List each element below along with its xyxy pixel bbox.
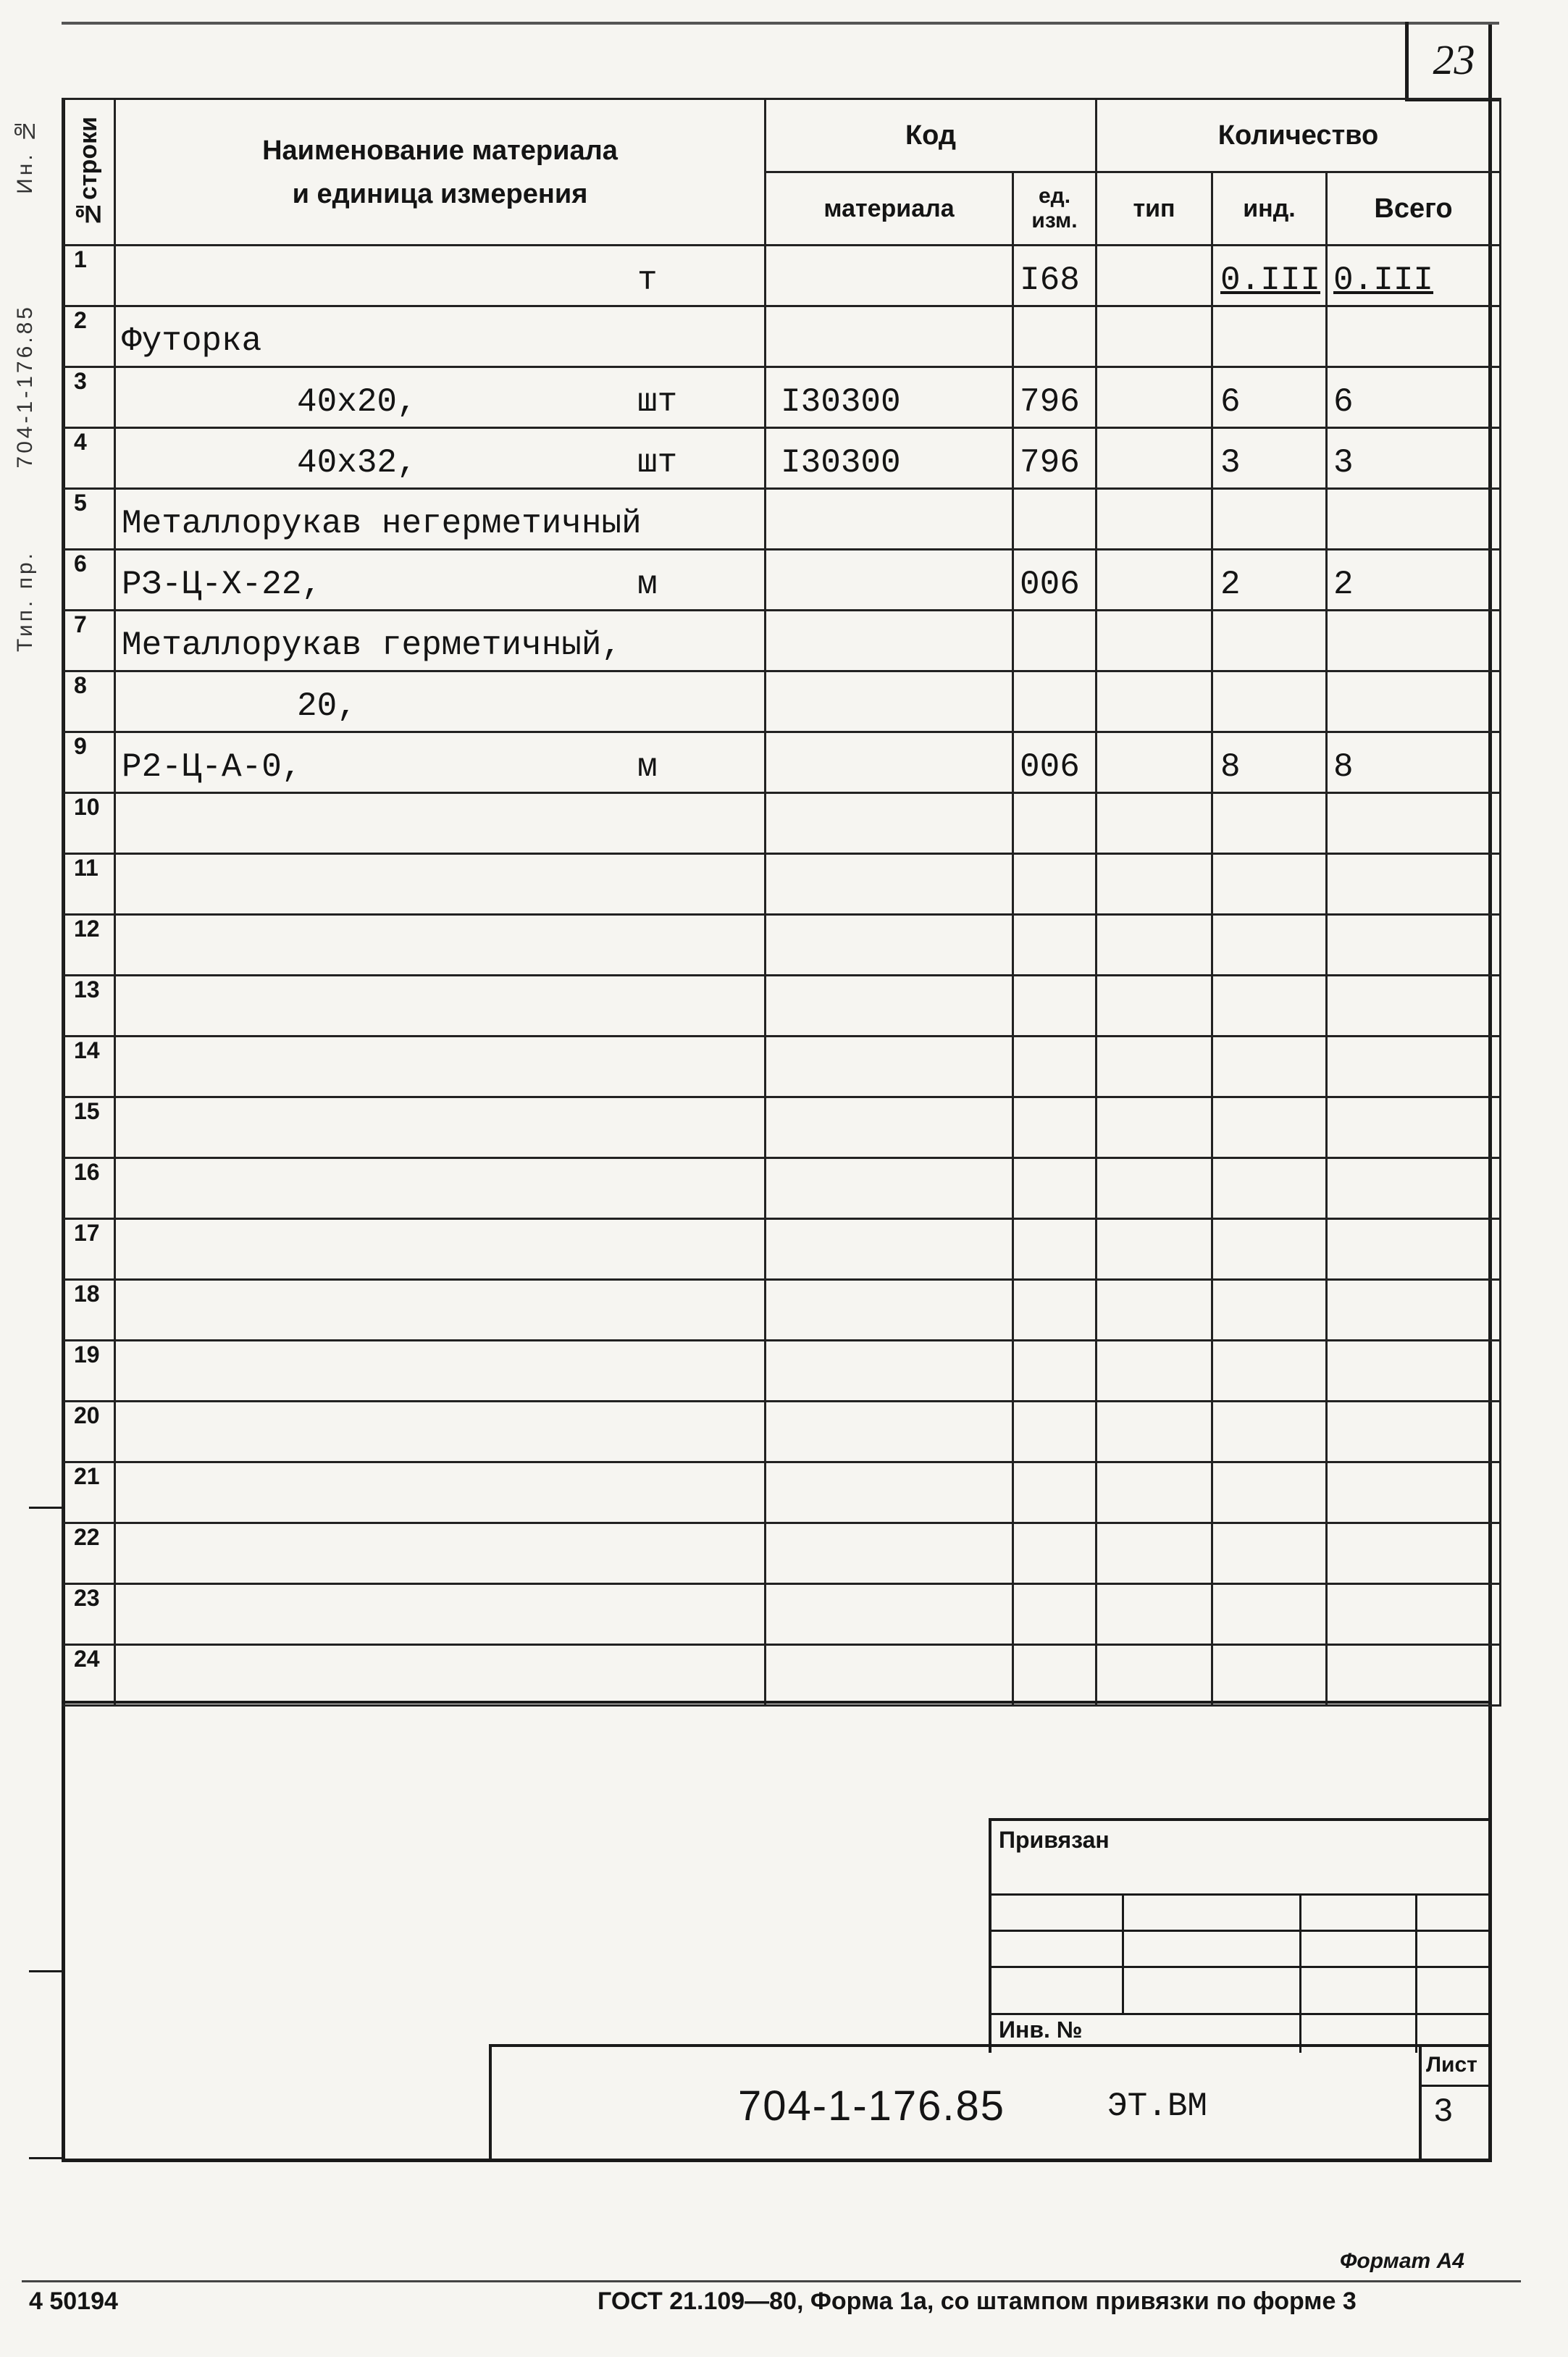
unit-code-cell <box>1013 854 1097 915</box>
row-number: 20 <box>63 1402 115 1462</box>
qty-type-cell <box>1097 611 1212 671</box>
unit-code-cell <box>1013 915 1097 976</box>
qty-ind-cell <box>1212 854 1327 915</box>
qty-type-cell <box>1097 732 1212 793</box>
table-bottom-line <box>62 1701 1488 1704</box>
table-row <box>63 246 1501 306</box>
material-code-cell <box>766 1523 1013 1584</box>
header-unit-code: ед. изм. <box>1013 172 1097 246</box>
table-row <box>63 306 1501 367</box>
material-name-cell <box>115 1219 766 1280</box>
material-unit: м <box>637 566 658 603</box>
qty-total-cell <box>1327 1462 1501 1523</box>
qty-ind-cell <box>1212 1402 1327 1462</box>
qty-ind-cell <box>1212 1645 1327 1706</box>
material-code-cell <box>766 1462 1013 1523</box>
row-number: 21 <box>63 1462 115 1523</box>
row-number: 13 <box>63 976 115 1037</box>
unit-code: 796 <box>1020 383 1080 421</box>
row-number: 5 <box>63 489 115 550</box>
qty-total-cell <box>1327 1584 1501 1645</box>
qty-type-cell <box>1097 1158 1212 1219</box>
row-number: 1 <box>63 246 115 306</box>
qty-type-cell <box>1097 428 1212 489</box>
material-name-cell <box>115 1280 766 1341</box>
table-row <box>63 1158 1501 1219</box>
unit-code-cell <box>1013 1158 1097 1219</box>
qty-total: 8 <box>1333 748 1354 786</box>
qty-total: 3 <box>1333 444 1354 482</box>
bound-stamp <box>989 1818 1491 2053</box>
qty-ind: 8 <box>1220 748 1241 786</box>
unit-code-cell <box>1013 1341 1097 1402</box>
row-number: 22 <box>63 1523 115 1584</box>
material-name: 40x20, <box>297 383 417 421</box>
qty-total-cell <box>1327 1402 1501 1462</box>
material-name: Металлорукав негерметичный <box>122 505 642 543</box>
row-number: 10 <box>63 793 115 854</box>
qty-total-cell <box>1327 367 1501 428</box>
table-row <box>63 611 1501 671</box>
qty-total: 0.III <box>1333 261 1434 299</box>
material-code-cell <box>766 489 1013 550</box>
unit-code-cell <box>1013 306 1097 367</box>
table-row <box>63 1219 1501 1280</box>
material-code-cell <box>766 1341 1013 1402</box>
row-number: 6 <box>63 550 115 611</box>
row-number: 11 <box>63 854 115 915</box>
row-number: 23 <box>63 1584 115 1645</box>
unit-code-cell <box>1013 1097 1097 1158</box>
material-code-cell <box>766 1037 1013 1097</box>
qty-ind-cell <box>1212 489 1327 550</box>
qty-total-cell <box>1327 793 1501 854</box>
material-code-cell <box>766 1158 1013 1219</box>
qty-ind-cell <box>1212 732 1327 793</box>
qty-total-cell <box>1327 306 1501 367</box>
material-name: РЗ-Ц-Х-22, <box>122 566 322 603</box>
material-name-cell <box>115 550 766 611</box>
row-number: 8 <box>63 671 115 732</box>
qty-type-cell <box>1097 976 1212 1037</box>
format-label: Формат А4 <box>1340 2249 1464 2273</box>
material-code-cell <box>766 1280 1013 1341</box>
table-row <box>63 1462 1501 1523</box>
material-code-cell <box>766 367 1013 428</box>
footer-gost: ГОСТ 21.109—80, Форма 1а, со штампом привязки по форме 3 <box>598 2287 1357 2315</box>
row-number: 16 <box>63 1158 115 1219</box>
qty-type-cell <box>1097 1584 1212 1645</box>
material-name-cell <box>115 671 766 732</box>
table-row <box>63 976 1501 1037</box>
side-text-top: Ин. № <box>13 116 37 194</box>
qty-ind-cell <box>1212 1037 1327 1097</box>
side-text-bot: Тип. пр. <box>13 550 37 652</box>
unit-code-cell <box>1013 1645 1097 1706</box>
material-name-cell <box>115 1341 766 1402</box>
qty-ind-cell <box>1212 1097 1327 1158</box>
row-number: 19 <box>63 1341 115 1402</box>
sheet-value: 3 <box>1433 2093 1454 2131</box>
qty-total-cell <box>1327 1523 1501 1584</box>
table-row <box>63 428 1501 489</box>
material-code-cell <box>766 915 1013 976</box>
unit-code-cell <box>1013 1584 1097 1645</box>
qty-total-cell <box>1327 550 1501 611</box>
material-name-cell <box>115 1584 766 1645</box>
qty-total: 2 <box>1333 566 1354 603</box>
table-row <box>63 915 1501 976</box>
unit-code-cell <box>1013 246 1097 306</box>
material-code-cell <box>766 246 1013 306</box>
row-number: 17 <box>63 1219 115 1280</box>
material-unit: шт <box>637 383 678 421</box>
row-number: 14 <box>63 1037 115 1097</box>
row-number: 24 <box>63 1645 115 1706</box>
table-row <box>63 1280 1501 1341</box>
left-tick-3 <box>29 2157 65 2159</box>
material-name-cell <box>115 306 766 367</box>
unit-code-cell <box>1013 793 1097 854</box>
left-tick-1 <box>29 1507 65 1509</box>
material-name-cell <box>115 1097 766 1158</box>
unit-code: 796 <box>1020 444 1080 482</box>
material-name-cell <box>115 428 766 489</box>
footer-rule <box>22 2280 1521 2282</box>
qty-type-cell <box>1097 1097 1212 1158</box>
qty-type-cell <box>1097 550 1212 611</box>
material-name-cell <box>115 732 766 793</box>
header-qty-ind: инд. <box>1212 172 1327 246</box>
material-name: Р2-Ц-А-0, <box>122 748 302 786</box>
title-block <box>489 2044 1491 2161</box>
material-code-cell <box>766 671 1013 732</box>
unit-code-cell <box>1013 489 1097 550</box>
material-name-cell <box>115 1158 766 1219</box>
table-row <box>63 1402 1501 1462</box>
qty-type-cell <box>1097 367 1212 428</box>
material-name-cell <box>115 611 766 671</box>
material-name-cell <box>115 976 766 1037</box>
row-number: 9 <box>63 732 115 793</box>
qty-type-cell <box>1097 489 1212 550</box>
qty-ind-cell <box>1212 550 1327 611</box>
material-code-cell <box>766 1097 1013 1158</box>
qty-ind-cell <box>1212 1341 1327 1402</box>
qty-total-cell <box>1327 671 1501 732</box>
material-code-cell <box>766 306 1013 367</box>
material-name-cell <box>115 854 766 915</box>
row-number: 7 <box>63 611 115 671</box>
unit-code: 006 <box>1020 748 1080 786</box>
sheet-label: Лист <box>1426 2053 1477 2077</box>
qty-total-cell <box>1327 428 1501 489</box>
material-code-cell <box>766 550 1013 611</box>
unit-code: I68 <box>1020 261 1080 299</box>
unit-code-cell <box>1013 1037 1097 1097</box>
materials-table <box>62 98 1501 1707</box>
table-row <box>63 671 1501 732</box>
qty-ind-cell <box>1212 1523 1327 1584</box>
qty-ind-cell <box>1212 306 1327 367</box>
qty-type-cell <box>1097 1523 1212 1584</box>
qty-ind: 0.III <box>1220 261 1321 299</box>
row-number: 12 <box>63 915 115 976</box>
material-name-cell <box>115 1037 766 1097</box>
qty-ind: 3 <box>1220 444 1241 482</box>
material-code-cell <box>766 793 1013 854</box>
qty-type-cell <box>1097 1037 1212 1097</box>
qty-ind-cell <box>1212 1158 1327 1219</box>
qty-ind-cell <box>1212 915 1327 976</box>
qty-ind-cell <box>1212 1584 1327 1645</box>
material-name: 40x32, <box>297 444 417 482</box>
qty-total-cell <box>1327 732 1501 793</box>
header-qty-type: тип <box>1097 172 1212 246</box>
row-number: 2 <box>63 306 115 367</box>
material-name-cell <box>115 489 766 550</box>
top-border <box>62 22 1499 25</box>
material-name-cell <box>115 246 766 306</box>
row-number: 15 <box>63 1097 115 1158</box>
left-tick-2 <box>29 1970 65 1972</box>
table-row <box>63 854 1501 915</box>
header-name: Наименование материала и единица измерения <box>115 99 766 246</box>
header-quantity: Количество <box>1097 99 1501 172</box>
table-row <box>63 1523 1501 1584</box>
unit-code-cell <box>1013 367 1097 428</box>
table-row <box>63 732 1501 793</box>
qty-total-cell <box>1327 611 1501 671</box>
qty-ind: 2 <box>1220 566 1241 603</box>
unit-code-cell <box>1013 1462 1097 1523</box>
qty-type-cell <box>1097 1219 1212 1280</box>
unit-code-cell <box>1013 976 1097 1037</box>
material-code-cell <box>766 1584 1013 1645</box>
table-row <box>63 489 1501 550</box>
doc-code: ЭТ.ВМ <box>1107 2088 1208 2125</box>
qty-ind-cell <box>1212 976 1327 1037</box>
qty-type-cell <box>1097 1341 1212 1402</box>
inv-label: Инв. № <box>999 2017 1083 2043</box>
material-name-cell <box>115 793 766 854</box>
qty-total-cell <box>1327 915 1501 976</box>
qty-ind-cell <box>1212 611 1327 671</box>
table-row <box>63 1584 1501 1645</box>
qty-ind-cell <box>1212 1280 1327 1341</box>
unit-code: 006 <box>1020 566 1080 603</box>
table-row <box>63 1037 1501 1097</box>
qty-total-cell <box>1327 1037 1501 1097</box>
unit-code-cell <box>1013 1523 1097 1584</box>
qty-total-cell <box>1327 1645 1501 1706</box>
qty-total-cell <box>1327 1158 1501 1219</box>
qty-total-cell <box>1327 976 1501 1037</box>
material-code-cell <box>766 1219 1013 1280</box>
qty-ind-cell <box>1212 671 1327 732</box>
qty-total-cell <box>1327 1280 1501 1341</box>
material-name-cell <box>115 1402 766 1462</box>
material-code-cell <box>766 1645 1013 1706</box>
material-name-cell <box>115 915 766 976</box>
material-name: 20, <box>297 687 357 725</box>
material-name: Металлорукав герметичный, <box>122 627 622 664</box>
unit-code-cell <box>1013 428 1097 489</box>
qty-type-cell <box>1097 1645 1212 1706</box>
qty-type-cell <box>1097 1462 1212 1523</box>
table-row <box>63 1341 1501 1402</box>
material-code-cell <box>766 1402 1013 1462</box>
footer-left-code: 4 50194 <box>29 2287 118 2315</box>
qty-type-cell <box>1097 671 1212 732</box>
qty-total-cell <box>1327 246 1501 306</box>
qty-type-cell <box>1097 793 1212 854</box>
bound-label: Привязан <box>999 1827 1110 1853</box>
table-row <box>63 367 1501 428</box>
table-row <box>63 793 1501 854</box>
qty-type-cell <box>1097 246 1212 306</box>
material-code: I30300 <box>781 383 901 421</box>
material-name-cell <box>115 367 766 428</box>
qty-ind-cell <box>1212 428 1327 489</box>
qty-total-cell <box>1327 1219 1501 1280</box>
qty-ind-cell <box>1212 1462 1327 1523</box>
side-text-mid: 704-1-176.85 <box>13 304 37 469</box>
material-code: I30300 <box>781 444 901 482</box>
material-code-cell <box>766 611 1013 671</box>
qty-ind-cell <box>1212 246 1327 306</box>
material-name-cell <box>115 1462 766 1523</box>
material-name: Футорка <box>122 322 262 360</box>
qty-ind-cell <box>1212 1219 1327 1280</box>
qty-total-cell <box>1327 854 1501 915</box>
table-row <box>63 550 1501 611</box>
qty-total-cell <box>1327 1341 1501 1402</box>
header-material-code: материала <box>766 172 1013 246</box>
unit-code-cell <box>1013 1402 1097 1462</box>
unit-code-cell <box>1013 550 1097 611</box>
qty-type-cell <box>1097 915 1212 976</box>
row-number: 4 <box>63 428 115 489</box>
table-row <box>63 1097 1501 1158</box>
material-unit: м <box>637 748 658 786</box>
material-code-cell <box>766 854 1013 915</box>
unit-code-cell <box>1013 1280 1097 1341</box>
qty-total-cell <box>1327 1097 1501 1158</box>
material-unit: т <box>637 261 658 299</box>
header-code: Код <box>766 99 1097 172</box>
material-name-cell <box>115 1645 766 1706</box>
material-code-cell <box>766 732 1013 793</box>
unit-code-cell <box>1013 1219 1097 1280</box>
material-code-cell <box>766 976 1013 1037</box>
qty-ind-cell <box>1212 367 1327 428</box>
qty-type-cell <box>1097 1402 1212 1462</box>
qty-type-cell <box>1097 306 1212 367</box>
qty-type-cell <box>1097 854 1212 915</box>
unit-code-cell <box>1013 671 1097 732</box>
qty-total: 6 <box>1333 383 1354 421</box>
unit-code-cell <box>1013 732 1097 793</box>
unit-code-cell <box>1013 611 1097 671</box>
material-unit: шт <box>637 444 678 482</box>
material-name-cell <box>115 1523 766 1584</box>
row-number: 18 <box>63 1280 115 1341</box>
page-number: 23 <box>1405 22 1499 101</box>
header-row-number: №строки <box>63 99 115 246</box>
material-code-cell <box>766 428 1013 489</box>
row-number: 3 <box>63 367 115 428</box>
header-qty-total: Всего <box>1327 172 1501 246</box>
qty-ind: 6 <box>1220 383 1241 421</box>
qty-type-cell <box>1097 1280 1212 1341</box>
designation: 704-1-176.85 <box>738 2082 1006 2130</box>
qty-total-cell <box>1327 489 1501 550</box>
table-row <box>63 1645 1501 1706</box>
qty-ind-cell <box>1212 793 1327 854</box>
